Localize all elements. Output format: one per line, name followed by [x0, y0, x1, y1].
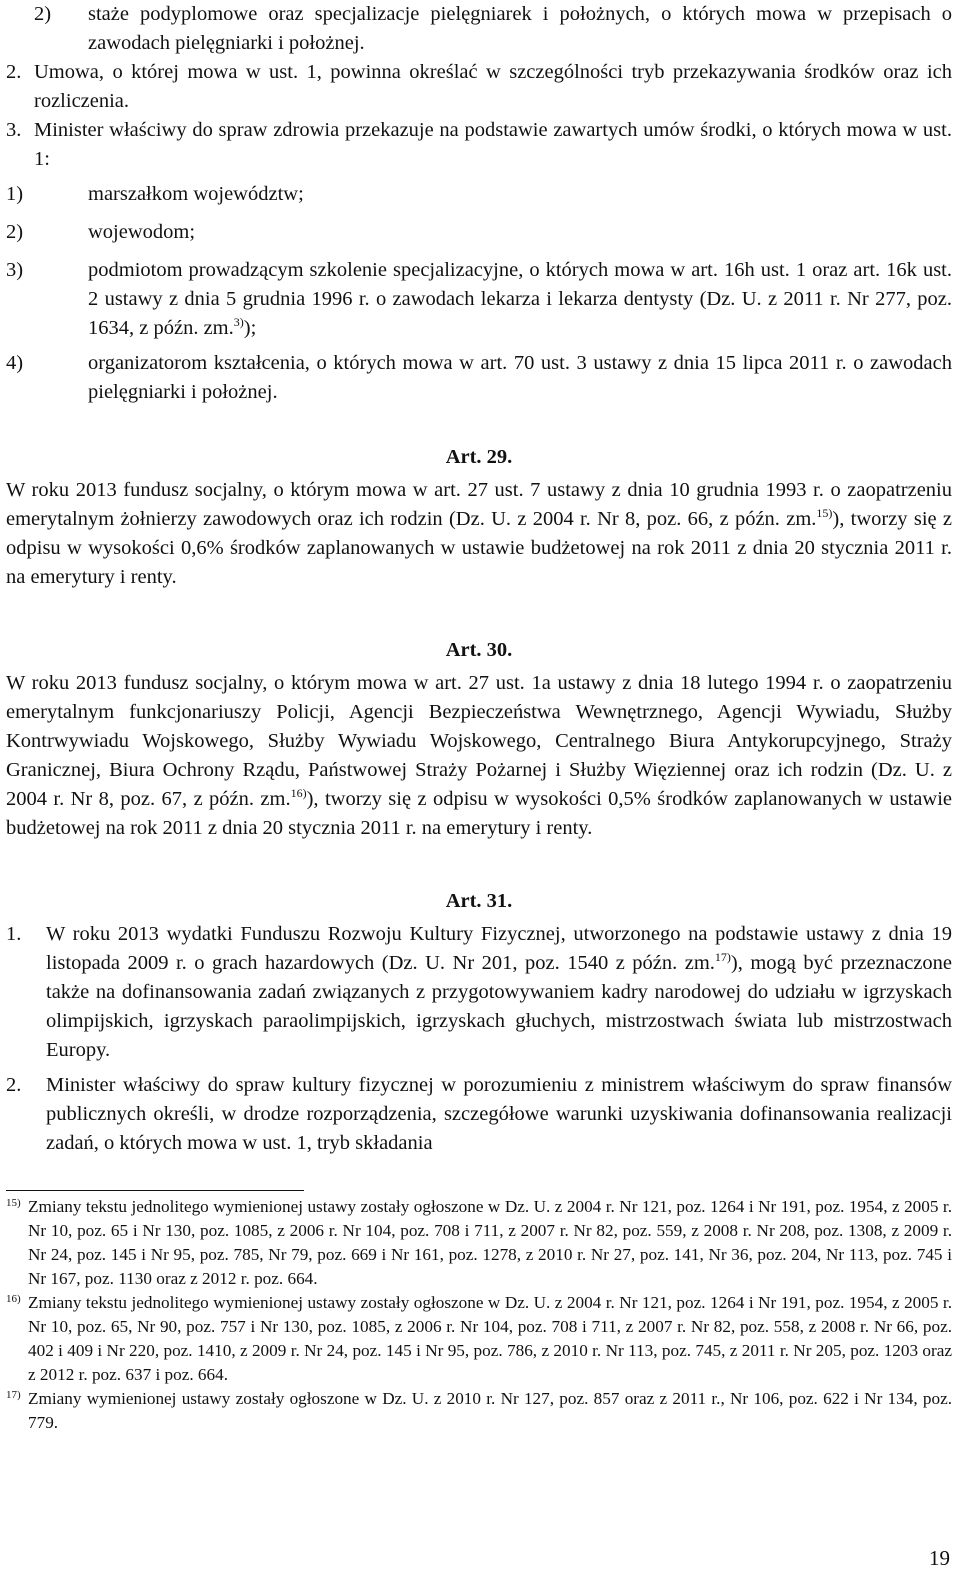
list-number: 2): [34, 3, 52, 25]
list-item: [6, 218, 952, 247]
footnote: [6, 1195, 952, 1291]
paragraph-text: [46, 920, 952, 1065]
footnote-ref[interactable]: 3): [233, 315, 244, 329]
footnote-ref[interactable]: 17): [714, 950, 731, 964]
article-text-part: ), tworzy się z odpisu w wysokości 0,6% środków zaplanowanych w ustawie budżetowej na rok 2011 z dnia 20 stycznia 2011 r. na emerytury i renty.: [6, 508, 952, 588]
paragraph: [6, 920, 952, 1065]
footnote-ref[interactable]: 15): [816, 506, 833, 520]
paragraph: [6, 58, 952, 116]
footnote-number: 16): [6, 1293, 21, 1305]
paragraph-text-part: ), mogą być przeznaczone także na dofinansowania zadań związanych z przygotowywaniem kadry narodowej do udziału w igrzyskach olimpijskich, igrzyskach paraolimpijskich, igrzyskach głuchych, mistrzostwach świata lub mistrzostwach Europy.: [46, 952, 952, 1061]
list-item: [6, 180, 952, 209]
article-heading: Art. 29.: [445, 446, 513, 468]
article-text: [6, 476, 952, 592]
footnote-separator: [6, 1190, 304, 1191]
list-item: [6, 256, 952, 343]
list-number: 4): [6, 352, 24, 374]
paragraph-number: 3.: [6, 119, 22, 141]
list-number: 2): [6, 221, 24, 243]
footnote: [6, 1291, 952, 1387]
list-text: [88, 256, 952, 343]
list-text: staże podyplomowe oraz specjalizacje pielęgniarek i położnych, o których mowa w przepisach o zawodach pielęgniarki i położnej.: [88, 3, 952, 54]
paragraph-number: 1.: [6, 923, 22, 945]
article-text-part: W roku 2013 fundusz socjalny, o którym mowa w art. 27 ust. 1a ustawy z dnia 18 lutego 1994 r. o zaopatrzeniu emerytalnym funkcjonariuszy Policji, Agencji Bezpieczeństwa Wewnętrznego, Agencji Wywiadu, Służby Kontrwywiadu Wojskowego, Służby Wywiadu Wojskowego, Centralnego Biura Antykorupcyjnego, Straży Granicznej, Biura Ochrony Rządu, Państwowej Straży Pożarnej i Służby Więziennej oraz ich rodzin (Dz. U. z 2004 r. Nr 8, poz. 67, z późn. zm.: [6, 672, 952, 810]
list-text-part: );: [243, 317, 257, 339]
footnote: [6, 1387, 952, 1435]
list-text-part: podmiotom prowadzącym szkolenie specjalizacyjne, o których mowa w art. 16h ust. 1 oraz art. 16k ust. 2 ustawy z dnia 5 grudnia 1996 r. o zawodach lekarza i lekarza dentysty (Dz. U. z 2011 r. Nr 277, poz. 1634, z późn. zm.: [88, 259, 952, 339]
paragraph: [6, 116, 952, 174]
document-page: [6, 0, 952, 1435]
footnote-text: Zmiany wymienionej ustawy zostały ogłoszone w Dz. U. z 2010 r. Nr 127, poz. 857 oraz z 2011 r., Nr 106, poz. 622 i Nr 134, poz. 779.: [28, 1389, 952, 1432]
article-heading: Art. 31.: [445, 890, 513, 912]
article-text-part: W roku 2013 fundusz socjalny, o którym mowa w art. 27 ust. 7 ustawy z dnia 10 grudnia 1993 r. o zaopatrzeniu emerytalnym żołnierzy zawodowych oraz ich rodzin (Dz. U. z 2004 r. Nr 8, poz. 66, z późn. zm.: [6, 479, 952, 530]
list-number: 1): [6, 183, 24, 205]
paragraph-text: Minister właściwy do spraw kultury fizycznej w porozumieniu z ministrem właściwym do spraw finansów publicznych określi, w drodze rozporządzenia, szczegółowe warunki uzyskiwania dofinansowania realizacji zadań, o których mowa w ust. 1, tryb składania: [46, 1074, 952, 1154]
list-item: [6, 349, 952, 407]
list-text: organizatorom kształcenia, o których mowa w art. 70 ust. 3 ustawy z dnia 15 lipca 2011 r. o zawodach pielęgniarki i położnej.: [88, 352, 952, 403]
article-text-part: ), tworzy się z odpisu w wysokości 0,5% środków zaplanowanych w ustawie budżetowej na rok 2011 z dnia 20 stycznia 2011 r. na emerytury i renty.: [6, 788, 952, 839]
paragraph-text: Umowa, o której mowa w ust. 1, powinna określać w szczególności tryb przekazywania środków oraz ich rozliczenia.: [34, 61, 952, 112]
paragraph: [6, 1071, 952, 1158]
footnote-ref[interactable]: 16): [290, 786, 307, 800]
footnote-number: 17): [6, 1389, 21, 1401]
footnote-text: Zmiany tekstu jednolitego wymienionej ustawy zostały ogłoszone w Dz. U. z 2004 r. Nr 121, poz. 1264 i Nr 191, poz. 1954, z 2005 r. Nr 10, poz. 65 i Nr 130, poz. 1085, z 2006 r. Nr 104, poz. 708 i 711, z 2007 r. Nr 82, poz. 559, z 2008 r. Nr 208, poz. 1308, z 2009 r. Nr 24, poz. 145 i Nr 95, poz. 785, Nr 79, poz. 669 i Nr 161, poz. 1278, z 2010 r. Nr 27, poz. 141, Nr 36, poz. 204, Nr 113, poz. 745 i Nr 167, poz. 1130 oraz z 2012 r. poz. 664.: [28, 1197, 952, 1288]
paragraph-number: 2.: [6, 1074, 22, 1096]
footnote-number: 15): [6, 1197, 21, 1209]
list-number: 3): [6, 259, 24, 281]
article-text: [6, 669, 952, 843]
list-text: wojewodom;: [88, 221, 196, 243]
footnote-text: Zmiany tekstu jednolitego wymienionej ustawy zostały ogłoszone w Dz. U. z 2004 r. Nr 121, poz. 1264 i Nr 191, poz. 1954, z 2005 r. Nr 10, poz. 65, Nr 90, poz. 757 i Nr 130, poz. 1085, z 2006 r. Nr 104, poz. 708 i 711, z 2007 r. Nr 82, poz. 558, z 2008 r. Nr 66, poz. 402 i 409 i Nr 220, poz. 1410, z 2009 r. Nr 24, poz. 145 i Nr 95, poz. 786, z 2010 r. Nr 113, poz. 745, z 2011 r. Nr 205, poz. 1203 oraz z 2012 r. poz. 637 i poz. 664.: [28, 1293, 952, 1384]
list-text: marszałkom województw;: [88, 183, 304, 205]
paragraph-text: Minister właściwy do spraw zdrowia przekazuje na podstawie zawartych umów środki, o których mowa w ust. 1:: [34, 119, 952, 170]
paragraph-text-part: W roku 2013 wydatki Funduszu Rozwoju Kultury Fizycznej, utworzonego na podstawie ustawy z dnia 19 listopada 2009 r. o grach hazardowych (Dz. U. Nr 201, poz. 1540 z późn. zm.: [46, 923, 952, 974]
paragraph-number: 2.: [6, 61, 22, 83]
page-number: 19: [929, 1546, 950, 1570]
list-item: [34, 0, 952, 58]
article-heading: Art. 30.: [445, 639, 513, 661]
